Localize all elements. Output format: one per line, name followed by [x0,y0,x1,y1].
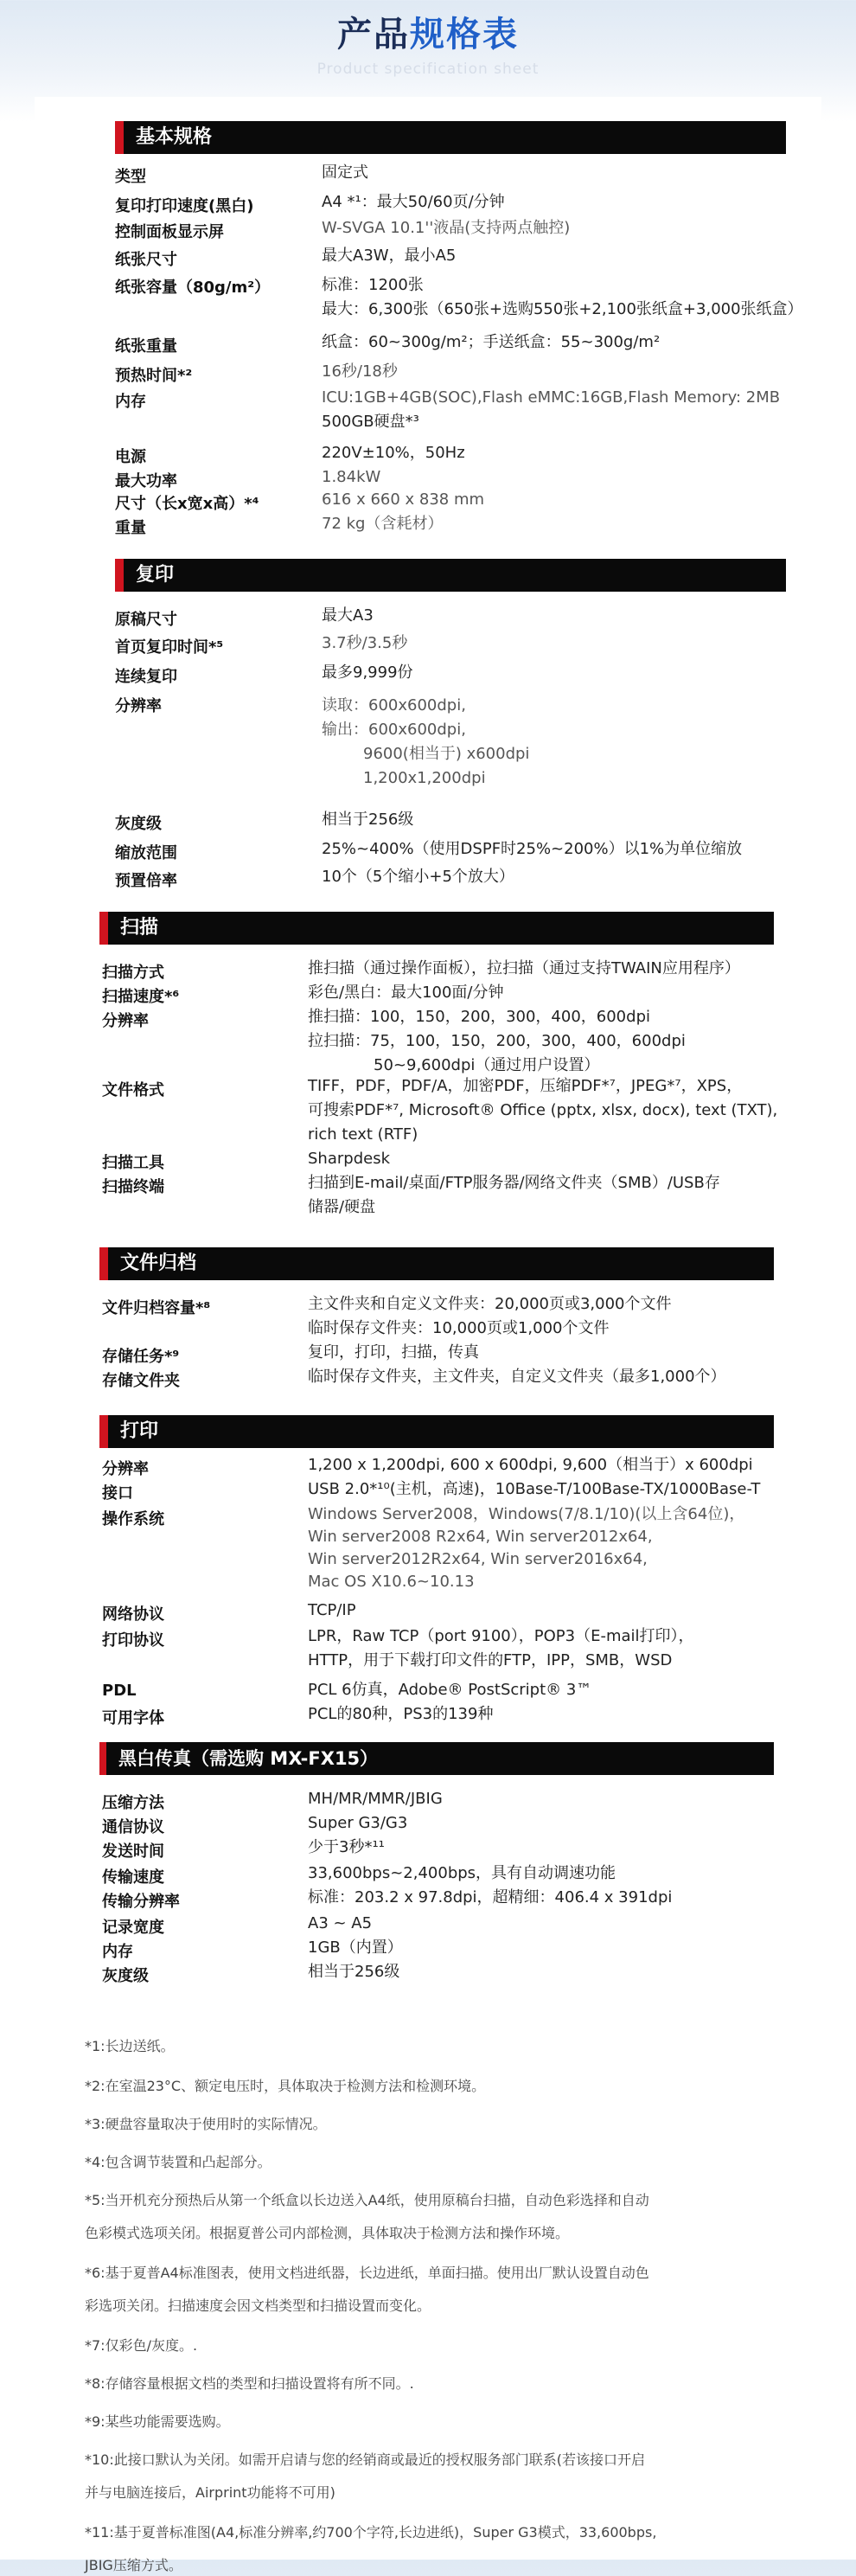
spec-label: 文件归档容量*⁸ [102,1299,211,1317]
title-part-1: 产品 [337,15,410,54]
spec-value: ICU:1GB+4GB(SOC),Flash eMMC:16GB,Flash Memory: 2MB 500GB硬盘*³ [322,388,781,431]
spec-value: TIFF，PDF，PDF/A，加密PDF，压缩PDF*⁷，JPEG*⁷，XPS， 可搜索PDF*⁷, Microsoft® Office (pptx, xlsx, docx), text (TXT), rich text (RTF) [308,1077,778,1144]
spec-value: W-SVGA 10.1''液晶(支持两点触控) [322,219,571,237]
spec-label: 重量 [115,519,146,537]
page-subtitle: Product specification sheet [316,61,540,78]
spec-label: 缩放范围 [115,844,177,862]
spec-value: 固定式 [322,163,368,182]
footnote: *4:包含调节装置和凸起部分。 [85,2154,271,2170]
spec-value: PCL 6仿真，Adobe® PostScript® 3™ [308,1681,592,1699]
spec-value: Super G3/G3 [308,1814,408,1832]
spec-value: LPR，Raw TCP（port 9100），POP3（E-mail打印）， HTTP，用于下载打印文件的FTP，IPP，SMB，WSD [308,1627,694,1669]
spec-value: 最大A3W，最小A5 [322,247,457,265]
section-header-basic: 基本规格 [115,121,786,154]
spec-label: 首页复印时间*⁵ [115,638,224,657]
section-header-copy: 复印 [115,559,786,592]
section-header-print: 打印 [99,1415,774,1448]
spec-value: 读取：600x600dpi, 输出：600x600dpi, 9600(相当于) x600dpi 1,200x1,200dpi [322,696,530,787]
spec-label: 纸张重量 [115,337,177,356]
footnote: 并与电脑连接后，Airprint功能将不可用) [85,2484,335,2501]
section-header-fax: 黑白传真（需选购 MX-FX15） [99,1742,774,1775]
spec-value: TCP/IP [308,1601,356,1619]
spec-label: 记录宽度 [102,1919,164,1937]
spec-value: 主文件夹和自定义文件夹：20,000页或3,000个文件 临时保存文件夹：10,000页或1,000个文件 [308,1295,672,1337]
spec-label: 纸张尺寸 [115,251,177,269]
footnote: *2:在室温23°C、额定电压时，具体取决于检测方法和检测环境。 [85,2078,486,2094]
spec-label: 预热时间*² [115,367,193,385]
spec-label: 灰度级 [102,1967,149,1985]
spec-value: 3.7秒/3.5秒 [322,634,408,652]
title-part-2: 规格表 [410,15,519,54]
spec-label: 存储任务*⁹ [102,1348,180,1366]
spec-value: Sharpdesk [308,1150,390,1168]
footnote: *10:此接口默认为关闭。如需开启请与您的经销商或最近的授权服务部门联系(若该接口开启 [85,2451,645,2468]
spec-label: 分辨率 [102,1012,149,1030]
spec-value: 最多9,999份 [322,663,413,682]
spec-value: 标准：203.2 x 97.8dpi，超精细：406.4 x 391dpi [308,1888,673,1906]
spec-value: USB 2.0*¹⁰(主机，高速)，10Base-T/100Base-TX/1000Base-T [308,1480,761,1498]
section-header-filing: 文件归档 [99,1247,774,1280]
spec-label: 网络协议 [102,1605,164,1624]
spec-label: 内存 [102,1943,133,1961]
spec-value: PCL的80种，PS3的139种 [308,1705,494,1723]
spec-label: 通信协议 [102,1818,164,1836]
spec-label: 可用字体 [102,1709,164,1727]
spec-label: 灰度级 [115,815,162,833]
footnote: *1:长边送纸。 [85,2038,175,2054]
spec-label: 原稿尺寸 [115,611,177,629]
spec-value: 标准：1200张 最大：6,300张（650张+选购550张+2,100张纸盒+3,000张纸盒） [322,276,803,318]
footnote: 彩选项关闭。扫描速度会因文档类型和扫描设置而变化。 [85,2297,431,2314]
footnote: *8:存储容量根据文档的类型和扫描设置将有所不同。. [85,2375,414,2392]
spec-label: 文件格式 [102,1081,164,1099]
page-header [0,0,856,112]
footnote: JBIG压缩方式。 [85,2557,182,2573]
spec-label: 发送时间 [102,1842,164,1861]
spec-label: 传输速度 [102,1868,164,1887]
spec-value: 220V±10%，50Hz [322,444,465,462]
spec-value: 复印，打印，扫描，传真 [308,1343,479,1362]
spec-label: 操作系统 [102,1510,164,1528]
footnote: *11:基于夏普标准图(A4,标准分辨率,约700个字符,长边进纸)，Super G3模式，33,600bps, [85,2524,657,2541]
spec-label: 连续复印 [115,668,177,686]
spec-label: 尺寸（长x宽x高）*⁴ [115,495,259,513]
spec-value: 扫描到E-mail/桌面/FTP服务器/网络文件夹（SMB）/USB存 储器/硬盘 [308,1174,720,1216]
spec-value: 25%~400%（使用DSPF时25%~200%）以1%为单位缩放 [322,840,743,858]
spec-label: 压缩方法 [102,1794,164,1812]
spec-label: 扫描工具 [102,1154,164,1172]
spec-label: 分辨率 [102,1460,149,1478]
spec-label: PDL [102,1682,137,1700]
spec-label: 预置倍率 [115,872,177,890]
spec-value: 1GB（内置） [308,1938,403,1957]
footnote: *7:仅彩色/灰度。. [85,2337,198,2354]
spec-label: 纸张容量（80g/m²） [115,279,271,297]
spec-label: 打印协议 [102,1631,164,1650]
footnote: *9:某些功能需要选购。 [85,2413,230,2430]
spec-label: 控制面板显示屏 [115,223,224,241]
spec-label: 分辨率 [115,697,162,715]
spec-label: 电源 [115,448,146,466]
spec-label: 最大功率 [115,472,177,490]
spec-value: 最大A3 [322,606,374,625]
spec-value: A3 ~ A5 [308,1914,373,1932]
spec-label: 扫描终端 [102,1178,164,1196]
page-title [0,7,856,56]
spec-value: 1.84kW [322,468,381,486]
spec-value: 相当于256级 [308,1963,400,1981]
spec-value: 16秒/18秒 [322,362,398,381]
spec-label: 扫描方式 [102,964,164,982]
spec-value: 纸盒：60~300g/m²；手送纸盒：55~300g/m² [322,333,661,351]
spec-label: 类型 [115,168,146,186]
spec-label: 内存 [115,393,146,411]
spec-label: 接口 [102,1484,133,1503]
spec-value: 彩色/黑白：最大100面/分钟 [308,984,504,1002]
spec-value: 少于3秒*¹¹ [308,1838,385,1856]
footnote: *3:硬盘容量取决于使用时的实际情况。 [85,2116,327,2132]
section-header-scan: 扫描 [99,912,774,945]
spec-value: 33,600bps~2,400bps，具有自动调速功能 [308,1864,616,1882]
spec-value: MH/MR/MMR/JBIG [308,1790,443,1808]
spec-value: A4 *¹：最大50/60页/分钟 [322,193,505,211]
footnote: *6:基于夏普A4标准图表，使用文档进纸器，长边进纸，单面扫描。使用出厂默认设置自动色 [85,2265,649,2281]
spec-value: 推扫描（通过操作面板），拉扫描（通过支持TWAIN应用程序） [308,959,740,977]
spec-value: 临时保存文件夹，主文件夹，自定义文件夹（最多1,000个） [308,1368,726,1386]
spec-value: 10个（5个缩小+5个放大） [322,868,514,886]
spec-value: 72 kg（含耗材） [322,515,444,533]
spec-label: 扫描速度*⁶ [102,988,180,1006]
spec-value: 推扫描：100，150，200，300，400，600dpi 拉扫描：75，100，150，200，300，400，600dpi 50~9,600dpi（通过用户设置） [308,1008,686,1074]
spec-value: Windows Server2008，Windows(7/8.1/10)(以上含64位)， Win server2008 R2x64, Win server2012x64, Win server2012R2x64, Win server2016x64, Mac OS X10.6~10.13 [308,1505,745,1591]
spec-label: 存储文件夹 [102,1372,180,1390]
footnote: 色彩模式选项关闭。根据夏普公司内部检测，具体取决于检测方法和操作环境。 [85,2225,570,2241]
spec-value: 相当于256级 [322,811,414,829]
spec-value: 1,200 x 1,200dpi, 600 x 600dpi, 9,600（相当于）x 600dpi [308,1456,753,1474]
spec-label: 传输分辨率 [102,1893,180,1911]
footnote: *5:当开机充分预热后从第一个纸盒以长边送入A4纸，使用原稿台扫描，自动色彩选择和自动 [85,2192,649,2208]
spec-label: 复印打印速度(黑白) [115,197,254,215]
spec-value: 616 x 660 x 838 mm [322,490,485,509]
